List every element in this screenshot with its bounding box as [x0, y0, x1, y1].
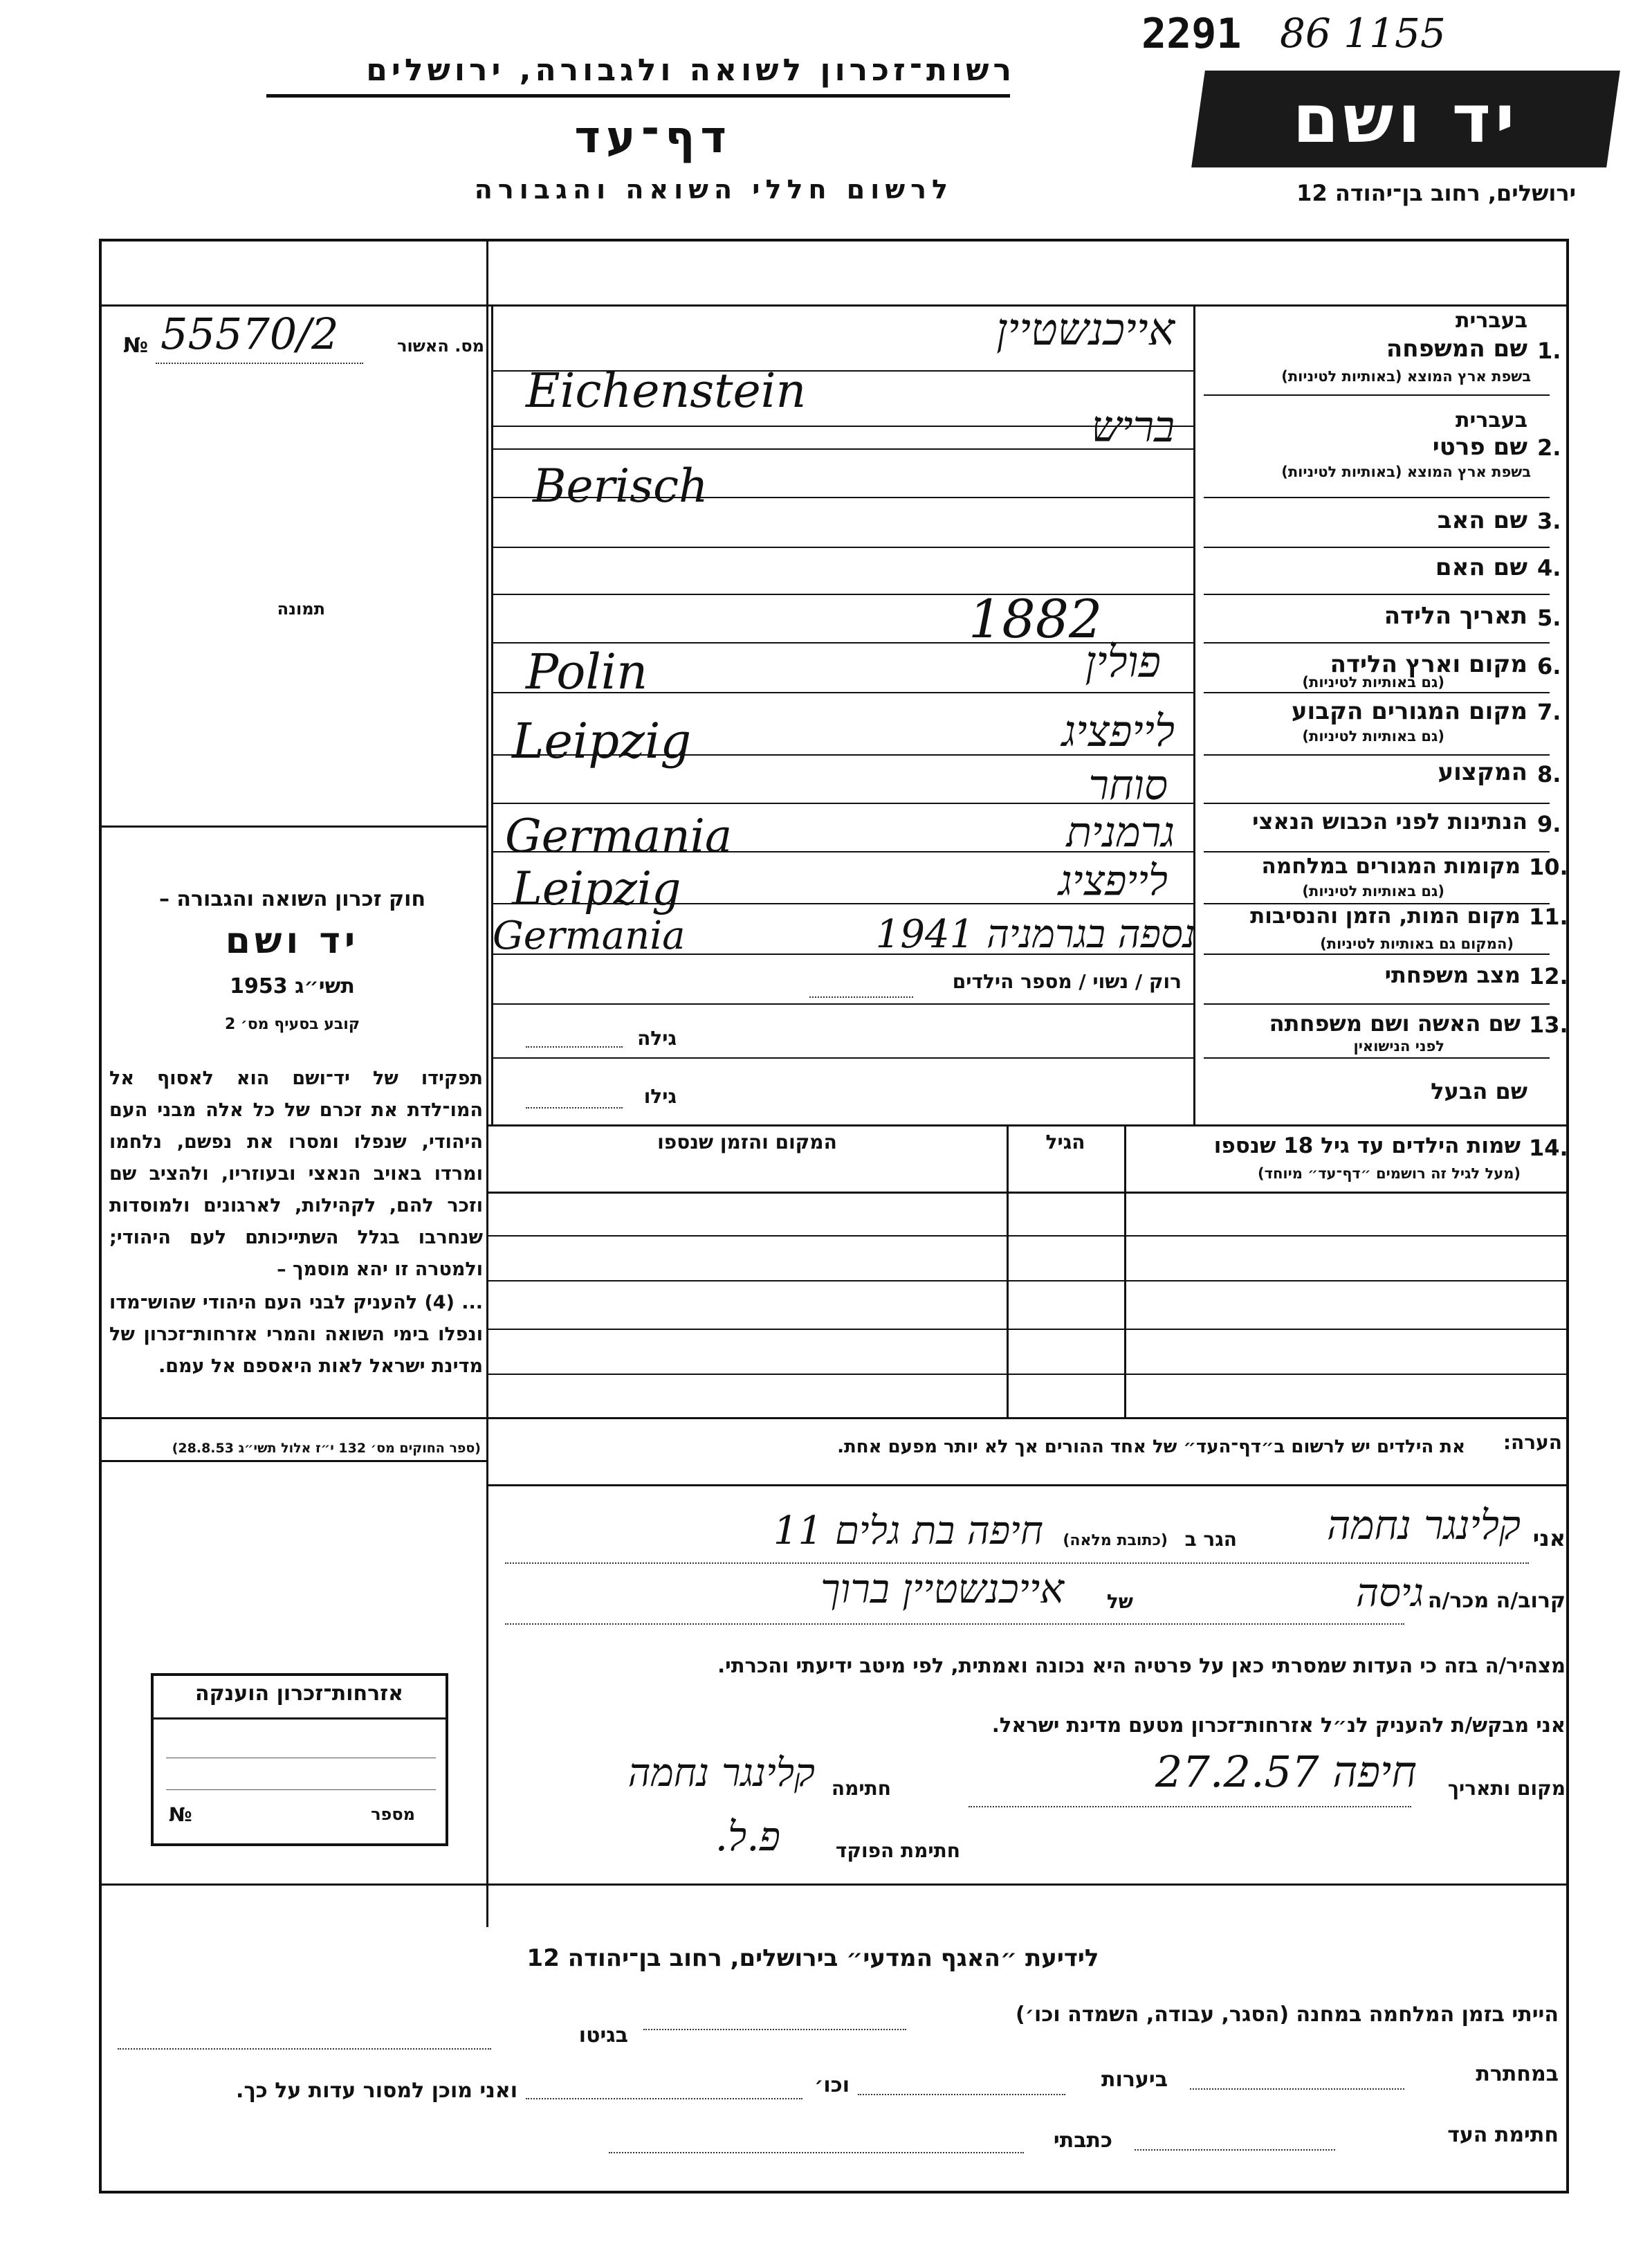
children-bottom-line — [99, 1417, 1569, 1419]
stamp-number: 2291 — [1141, 10, 1242, 58]
field-8-label: המקצוע — [1438, 758, 1527, 786]
field-12-dotted — [809, 996, 913, 998]
field-8-number: 8. — [1537, 761, 1561, 787]
stamp-handwritten: 86 1155 — [1280, 10, 1446, 57]
label-line-8 — [1204, 803, 1550, 804]
husband-label: שם הבעל — [1431, 1078, 1527, 1104]
field-11-number: 11. — [1529, 904, 1568, 930]
children-row-4 — [488, 1374, 1569, 1375]
footer-line3-dots-2 — [609, 2152, 1024, 2153]
label-column-border — [1193, 304, 1195, 1124]
law-name: יד ושם — [225, 920, 360, 962]
children-header-line — [488, 1192, 1569, 1194]
photo-label: תמונה — [277, 599, 325, 619]
field-10-value-he: לייפציג — [1058, 857, 1168, 905]
place-date-value: חיפה 27.2.57 — [1155, 1746, 1417, 1797]
children-label: שמות הילדים עד גיל 18 שנספו — [1213, 1133, 1521, 1158]
authority-title: רשות־זכרון לשואה ולגבורה, ירושלים — [366, 53, 1016, 88]
declaration-resides-label: הגר ב — [1184, 1528, 1237, 1551]
field-7-value-latin: Leipzig — [512, 713, 692, 769]
children-age-header: הגיל — [1045, 1131, 1085, 1153]
footer-line2-a: במחתרת — [1476, 2062, 1559, 2086]
value-line-3 — [491, 547, 1195, 548]
law-source: (ספר החוקים מס׳ 132 י״ז אלול תשי״ג 28.8.53) — [172, 1441, 481, 1456]
field-10-sub: (גם באותיות לטיניות) — [1302, 883, 1444, 900]
husband-dotted — [526, 1107, 623, 1109]
children-number: 14. — [1529, 1135, 1568, 1161]
children-row-2 — [488, 1280, 1569, 1281]
law-year: תשי״ג 1953 — [230, 974, 355, 998]
field-2-sub: בשפת ארץ המוצא (באותיות לטיניות) — [1281, 464, 1531, 480]
law-item: ... (4) להעניק לבני העם היהודי שהוש־מדו ונפלו בימי השואה והמרי אזרחות־זכרון של מדינת ישראל לאות היאספם אל עמם. — [109, 1292, 483, 1377]
yad-vashem-logo: יד ושם — [1191, 71, 1620, 167]
sidebar-photo-bottom — [99, 826, 488, 828]
law-clause: קובע בסעיף מס׳ 2 — [224, 1016, 360, 1033]
approval-no-sign: № — [123, 334, 149, 358]
label-line-5 — [1204, 642, 1550, 644]
field-3-number: 3. — [1537, 508, 1561, 534]
field-5-value: 1882 — [969, 588, 1103, 650]
label-line-6 — [1204, 692, 1550, 693]
husband-sub-right: גילו — [643, 1085, 677, 1108]
field-2-sub-top: בעברית — [1456, 408, 1527, 432]
label-line-13 — [1204, 1057, 1550, 1059]
place-date-label: מקום ותאריך — [1447, 1777, 1566, 1800]
certificate-no-label: מספר — [371, 1805, 415, 1824]
field-11-label: מקום המות, הזמן והנסיבות — [1250, 904, 1521, 929]
value-line-12 — [491, 1003, 1195, 1005]
field-11-value-latin: Germania — [493, 913, 686, 958]
field-2-value-he: בריש — [1091, 401, 1175, 452]
footer-line1-a: הייתי בזמן המלחמה במחנה (הסגר, עבודה, השמדה וכו׳) — [1016, 2003, 1559, 2027]
footer-line2-dots-3 — [526, 2098, 802, 2099]
field-13-sub-right: גילה — [637, 1027, 677, 1050]
label-line-9 — [1204, 851, 1550, 852]
field-6-sub: (גם באותיות לטיניות) — [1302, 674, 1444, 691]
top-strip-divider — [486, 239, 488, 308]
field-4-label: שם האם — [1435, 554, 1527, 581]
note-bottom-line — [488, 1484, 1569, 1486]
field-1-sub-top: בעברית — [1456, 309, 1527, 333]
declaration-line-2 — [505, 1623, 1404, 1625]
field-2-value-latin: Berisch — [533, 459, 708, 513]
signature-label: חתימה — [831, 1777, 891, 1800]
children-row-3 — [488, 1329, 1569, 1330]
field-13-dotted — [526, 1046, 623, 1048]
header-address: ירושלים, רחוב בן־יהודה 12 — [1296, 180, 1576, 206]
children-top-line — [488, 1124, 1569, 1126]
footer-line1-dots — [643, 2029, 906, 2030]
law-heading: חוק זכרון השואה והגבורה – — [158, 887, 426, 911]
note-text: את הילדים יש לרשום ב״דף־העד״ של אחד ההורים אך לא יותר מפעם אחת. — [837, 1436, 1465, 1457]
children-row-1 — [488, 1235, 1569, 1237]
authority-underline — [266, 94, 1010, 98]
field-13-label: שם האשה ושם משפחתה — [1269, 1010, 1521, 1037]
law-text: תפקידו של יד־ושם הוא לאסוף אל המו־לדת את זכרם של כל אלה מבני העם היהודי, שנפלו ומסרו את נפשם, נלחמו ומרדו באויב הנאצי ובעוזריו, ולהציב שם וזכר להם, לקהילות, לארגונים ולמוסדות שנחרבו בגלל השתייכותם לעם היהודי; ולמטרה זו יהא מוסמך – — [109, 1068, 483, 1280]
signature-value: קלינגר נחמה — [627, 1751, 815, 1796]
label-line-7 — [1204, 754, 1550, 756]
footer-separator — [99, 1883, 1569, 1886]
label-line-12 — [1204, 1003, 1550, 1005]
field-9-value-he: גרמנית — [1066, 808, 1175, 857]
approval-dotted-line — [156, 363, 363, 364]
field-12-sub-right: רוק / נשוי / מספר הילדים — [952, 970, 1182, 993]
field-4-number: 4. — [1537, 555, 1561, 581]
footer-line2-dots-2 — [858, 2094, 1065, 2095]
footer-line2-c: וכו׳ — [814, 2073, 850, 2097]
footer-line2-b: ביערות — [1101, 2068, 1168, 2092]
declaration-line-1 — [505, 1562, 1529, 1564]
field-11-sub: (המקום גם באותיות לטיניות) — [1320, 936, 1514, 952]
footer-line3-b: כתבתי — [1053, 2128, 1112, 2153]
declaration-statement: מצהיר/ה בזה כי העדות שמסרתי כאן על פרטיה היא נכונה ואמתית, לפי מיטב ידיעתי והכרתי. — [717, 1654, 1566, 1677]
field-13-number: 13. — [1529, 1012, 1568, 1038]
field-6-value-latin: Polin — [526, 644, 648, 700]
approval-label: מס. האשור — [397, 336, 484, 356]
declaration-i-label: אני — [1532, 1525, 1566, 1551]
field-5-number: 5. — [1537, 605, 1561, 631]
footer-title: לידיעת ״האגף המדעי״ בירושלים, רחוב בן־יהודה 12 — [526, 1944, 1099, 1972]
footer-line2-dots-1 — [1190, 2088, 1404, 2090]
field-9-number: 9. — [1537, 811, 1561, 837]
children-place-header: המקום והזמן שנספו — [657, 1131, 837, 1153]
field-10-number: 10. — [1529, 854, 1568, 880]
declaration-of-value: אייכנשטיין ברוך — [820, 1565, 1064, 1612]
field-11-value-he: נספה בגרמניה 1941 — [875, 912, 1195, 957]
field-9-label: הנתינות לפני הכבוש הנאצי — [1252, 808, 1527, 834]
form-title: דף־עד — [574, 112, 732, 163]
declaration-relation-value: גיסה — [1356, 1571, 1424, 1616]
label-line-2 — [1204, 497, 1550, 498]
field-2-label: שם פרטי — [1432, 433, 1527, 461]
approval-value: 55570/2 — [160, 309, 339, 359]
field-7-label: מקום המגורים הקבוע — [1291, 697, 1527, 725]
declaration-i-value: קלינגר נחמה — [1327, 1502, 1521, 1549]
field-7-number: 7. — [1537, 699, 1561, 725]
declaration-request: אני מבקש/ת להעניק לנ״ל אזרחות־זכרון מטעם מדינת ישראל. — [991, 1713, 1566, 1737]
field-6-value-he: פולין — [1085, 637, 1161, 687]
field-1-value-latin: Eichenstein — [526, 364, 807, 419]
footer-line1-b: בגיטו — [578, 2023, 628, 2047]
field-1-value-he: אייכנשטיין — [996, 304, 1175, 356]
footer-line1-dots-2 — [118, 2048, 491, 2050]
field-7-sub: (גם באותיות לטיניות) — [1302, 728, 1444, 745]
declaration-relation-label: קרוב/ה מכר/ה — [1427, 1589, 1566, 1613]
place-date-line — [969, 1806, 1411, 1807]
footer-line2-d: ואני מוכן למסור עדות על כך. — [236, 2079, 517, 2103]
field-2-number: 2. — [1537, 435, 1561, 461]
field-6-label: מקום וארץ הלידה — [1330, 650, 1527, 678]
label-line-11 — [1204, 954, 1550, 955]
declaration-of-label: של — [1106, 1590, 1133, 1613]
declaration-address-hint: (כתובת מלאה) — [1063, 1532, 1168, 1549]
declaration-address-value: חיפה בת גלים 11 — [773, 1508, 1043, 1553]
footer-line3-a: חתימת העד — [1447, 2123, 1559, 2147]
form-subtitle: לרשום חללי השואה והגבורה — [474, 174, 953, 205]
field-3-label: שם האב — [1437, 507, 1527, 534]
label-line-3 — [1204, 547, 1550, 548]
certificate-title-line — [151, 1717, 448, 1720]
label-line-1 — [1204, 394, 1550, 396]
value-line-13 — [491, 1057, 1195, 1059]
sidebar-right-border — [486, 304, 488, 1927]
officer-label: חתימת הפוקד — [835, 1839, 960, 1862]
field-5-label: תאריך הלידה — [1384, 602, 1527, 630]
field-12-number: 12. — [1529, 963, 1568, 989]
certificate-no-sign: № — [169, 1803, 192, 1826]
field-1-label: שם המשפחה — [1386, 335, 1527, 363]
field-1-sub: בשפת ארץ המוצא (באותיות לטיניות) — [1281, 368, 1531, 385]
field-10-value-latin: Leipzig — [512, 862, 681, 915]
field-9-value-latin: Germania — [505, 810, 733, 863]
children-sub: (מעל לגיל זה רושמים ״דף־עד״ מיוחד) — [1258, 1165, 1521, 1182]
note-label: הערה: — [1503, 1431, 1562, 1454]
footer-line3-dots-1 — [1135, 2149, 1335, 2151]
certificate-title: אזרחות־זכרון הוענקה — [194, 1681, 404, 1706]
officer-value: פ.ל. — [715, 1813, 780, 1860]
sidebar-bottom — [99, 1460, 488, 1462]
certificate-line-2 — [166, 1789, 436, 1790]
field-7-value-he: לייפציג — [1061, 706, 1175, 756]
field-10-label: מקומות המגורים במלחמה — [1261, 854, 1521, 879]
values-left-border — [491, 304, 493, 1124]
field-8-value: סוחר — [1088, 761, 1168, 810]
label-line-4 — [1204, 594, 1550, 595]
field-1-number: 1. — [1537, 338, 1561, 364]
field-12-label: מצב משפחתי — [1384, 962, 1521, 988]
field-13-sub: לפני הנישואין — [1353, 1038, 1444, 1055]
field-6-number: 6. — [1537, 653, 1561, 679]
